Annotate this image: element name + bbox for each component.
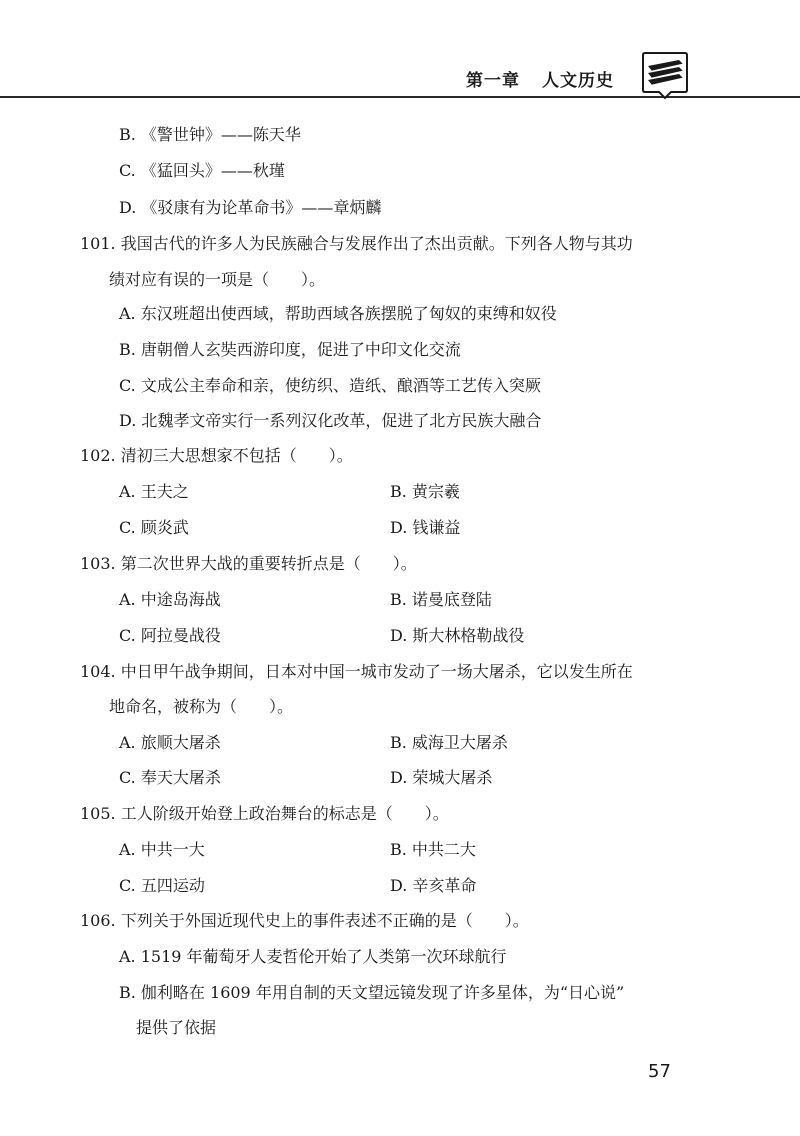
- option-a: A. 旅顺大屠杀: [119, 733, 221, 752]
- page-header: [0, 0, 800, 110]
- page-number: 57: [648, 1061, 671, 1082]
- option-b: B. 唐朝僧人玄奘西游印度，促进了中印文化交流: [119, 340, 461, 359]
- option-b: B. 《警世钟》——陈天华: [119, 125, 301, 144]
- option-c: C. 文成公主奉命和亲，使纺织、造纸、酿酒等工艺传入突厥: [119, 376, 541, 395]
- question-103: 103. 第二次世界大战的重要转折点是（ ）。: [80, 554, 417, 573]
- option-c: C. 奉天大屠杀: [119, 768, 221, 787]
- option-b: B. 黄宗羲: [390, 482, 460, 501]
- option-c: C. 《猛回头》——秋瑾: [119, 161, 285, 180]
- chapter-label: 第一章: [466, 71, 520, 91]
- option-d: D. 《驳康有为论革命书》——章炳麟: [119, 198, 382, 217]
- option-d: D. 斯大林格勒战役: [390, 626, 525, 645]
- option-a: A. 中途岛海战: [119, 590, 221, 609]
- option-a: A. 王夫之: [119, 482, 189, 501]
- running-head: [466, 66, 614, 91]
- option-d: D. 荣城大屠杀: [390, 768, 493, 787]
- option-c: C. 五四运动: [119, 876, 205, 895]
- option-c: C. 阿拉曼战役: [119, 626, 221, 645]
- option-a: A. 中共一大: [119, 840, 205, 859]
- question-102: 102. 清初三大思想家不包括（ ）。: [80, 446, 353, 465]
- question-106: 106. 下列关于外国近现代史上的事件表述不正确的是（ ）。: [80, 911, 529, 930]
- option-d: D. 辛亥革命: [390, 876, 477, 895]
- option-a: A. 东汉班超出使西域，帮助西域各族摆脱了匈奴的束缚和奴役: [119, 304, 557, 323]
- option-b: B. 伽利略在 1609 年用自制的天文望远镜发现了许多星体，为“日心说”: [119, 983, 625, 1002]
- option-b-cont: 提供了依据: [136, 1018, 217, 1037]
- option-b: B. 诺曼底登陆: [390, 590, 492, 609]
- question-101: 101. 我国古代的许多人为民族融合与发展作出了杰出贡献。下列各人物与其功: [80, 234, 633, 253]
- option-c: C. 顾炎武: [119, 518, 189, 537]
- question-105: 105. 工人阶级开始登上政治舞台的标志是（ ）。: [80, 804, 449, 823]
- question-104: 104. 中日甲午战争期间，日本对中国一城市发动了一场大屠杀，它以发生所在: [80, 662, 633, 681]
- option-a: A. 1519 年葡萄牙人麦哲伦开始了人类第一次环球航行: [119, 947, 507, 966]
- option-b: B. 中共二大: [390, 840, 476, 859]
- book-stack-icon: [641, 50, 689, 108]
- option-d: D. 钱谦益: [390, 518, 461, 537]
- question-101-cont: 绩对应有误的一项是（ ）。: [109, 270, 326, 289]
- chapter-title: 人文历史: [542, 71, 614, 91]
- option-d: D. 北魏孝文帝实行一系列汉化改革，促进了北方民族大融合: [119, 411, 542, 430]
- option-b: B. 威海卫大屠杀: [390, 733, 508, 752]
- question-104-cont: 地命名，被称为（ ）。: [109, 697, 294, 716]
